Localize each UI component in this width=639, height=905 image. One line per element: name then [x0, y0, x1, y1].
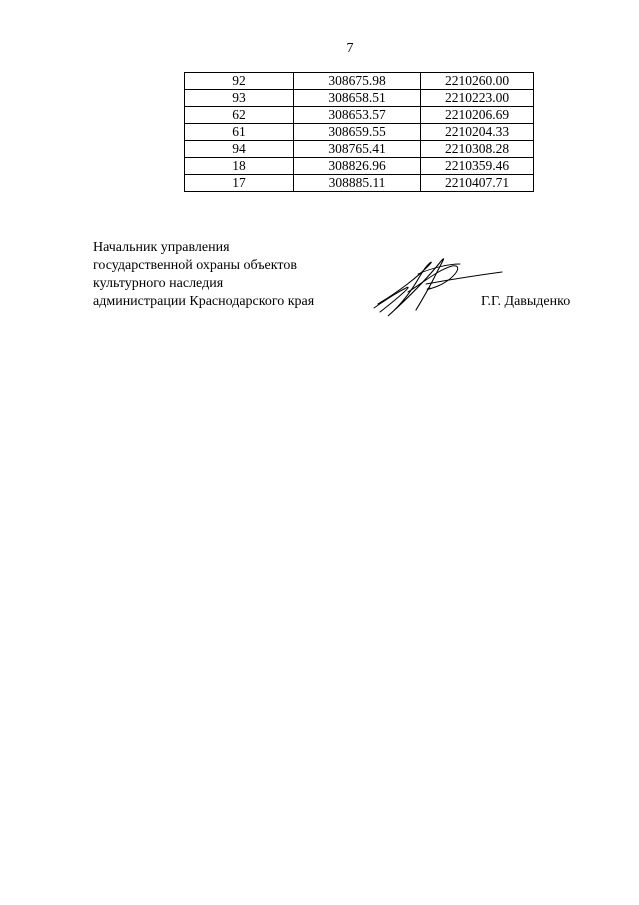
- y-coordinate-cell: 2210206.69: [421, 107, 534, 124]
- point-number-cell: 17: [185, 175, 294, 192]
- point-number-cell: 62: [185, 107, 294, 124]
- page-number: 7: [346, 41, 354, 56]
- y-coordinate-cell: 2210308.28: [421, 141, 534, 158]
- point-number-cell: 92: [185, 73, 294, 90]
- table-row: [185, 175, 534, 192]
- signer-title-line: государственной охраны объектов: [93, 258, 297, 273]
- coordinates-table: [184, 72, 534, 192]
- handwritten-signature: [368, 252, 508, 322]
- x-coordinate-cell: 308765.41: [294, 141, 421, 158]
- signer-title-line: Начальник управления: [93, 240, 230, 255]
- point-number-cell: 93: [185, 90, 294, 107]
- y-coordinate-cell: 2210204.33: [421, 124, 534, 141]
- y-coordinate-cell: 2210260.00: [421, 73, 534, 90]
- y-coordinate-cell: 2210359.46: [421, 158, 534, 175]
- signer-title-line: администрации Краснодарского края: [93, 294, 315, 309]
- table-row: [185, 124, 534, 141]
- y-coordinate-cell: 2210223.00: [421, 90, 534, 107]
- table-row: [185, 141, 534, 158]
- table-row: [185, 73, 534, 90]
- x-coordinate-cell: 308826.96: [294, 158, 421, 175]
- x-coordinate-cell: 308653.57: [294, 107, 421, 124]
- x-coordinate-cell: 308885.11: [294, 175, 421, 192]
- signer-title: [93, 239, 314, 311]
- table-row: [185, 107, 534, 124]
- point-number-cell: 18: [185, 158, 294, 175]
- x-coordinate-cell: 308658.51: [294, 90, 421, 107]
- signer-name: Г.Г. Давыденко: [481, 294, 571, 309]
- point-number-cell: 94: [185, 141, 294, 158]
- x-coordinate-cell: 308659.55: [294, 124, 421, 141]
- x-coordinate-cell: 308675.98: [294, 73, 421, 90]
- table-row: [185, 90, 534, 107]
- point-number-cell: 61: [185, 124, 294, 141]
- signer-title-line: культурного наследия: [93, 276, 224, 291]
- y-coordinate-cell: 2210407.71: [421, 175, 534, 192]
- table-row: [185, 158, 534, 175]
